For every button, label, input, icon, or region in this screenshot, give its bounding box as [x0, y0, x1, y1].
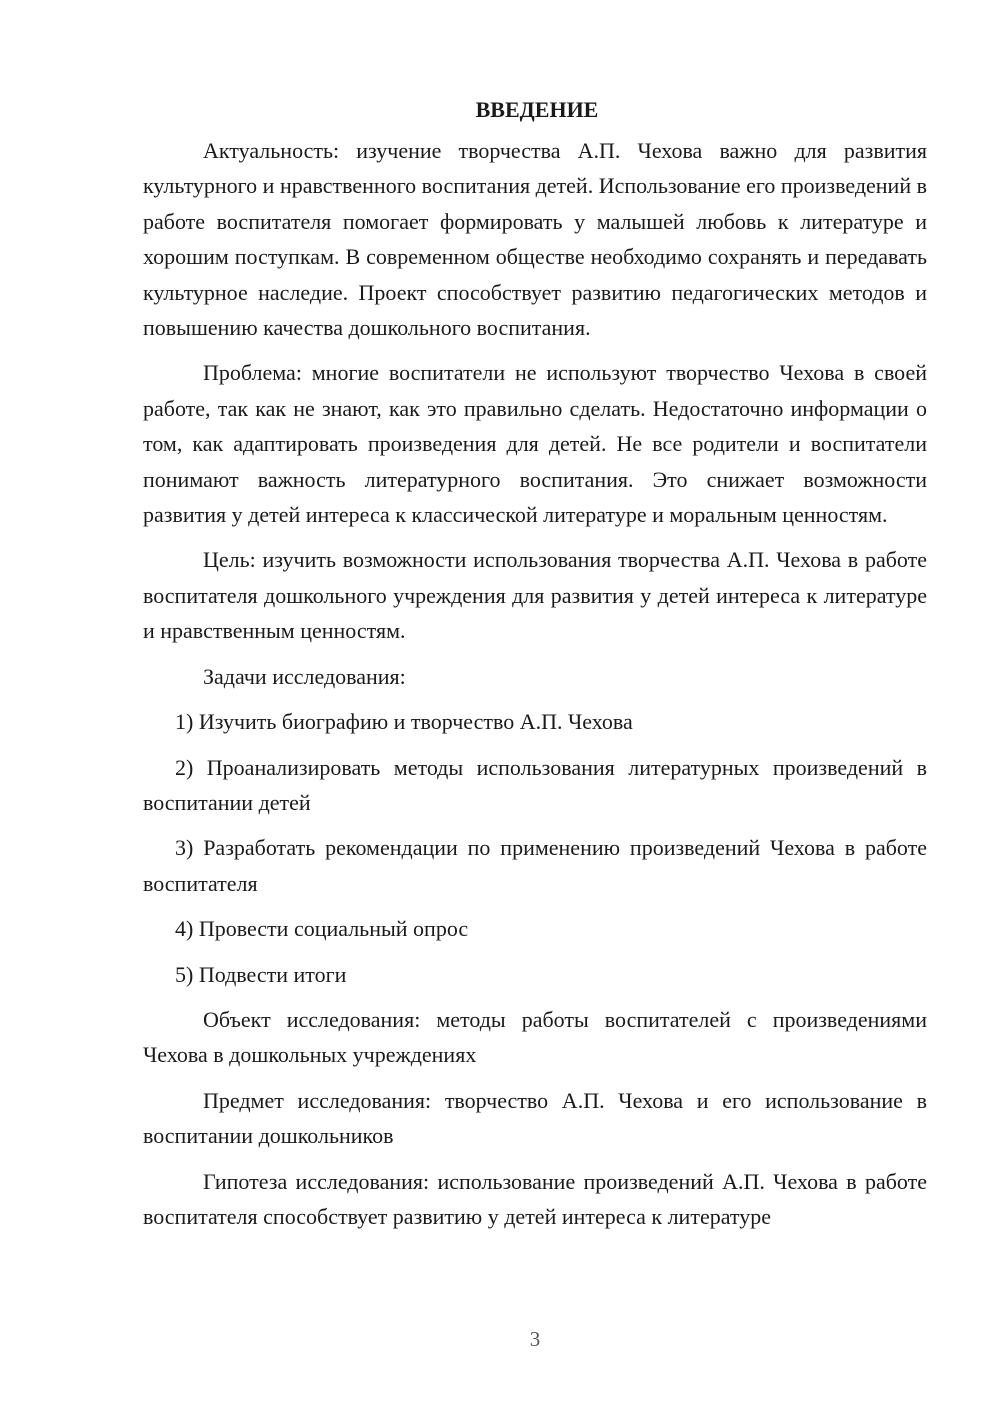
paragraph-subject: Предмет исследования: творчество А.П. Чехова и его использование в воспитании дошкольников: [143, 1087, 927, 1149]
paragraph-relevance: Актуальность: изучение творчества А.П. Чехова важно для развития культурного и нравственного воспитания детей. Использование его произведений в работе воспитателя помогает формировать у малышей любовь к литературе и хорошим поступкам. В современном обществе необходимо сохранять и передавать культурное наследие. Проект способствует развитию педагогических методов и повышению качества дошкольного воспитания.: [143, 138, 927, 341]
task-item-4: 4) Провести социальный опрос: [175, 916, 469, 942]
paragraph-problem: Проблема: многие воспитатели не используют творчество Чехова в своей работе, так как не знают, как это правильно сделать. Недостаточно информации о том, как адаптировать произведения для детей. Не все родители и воспитатели понимают важность литературного воспитания. Это снижает возможности развития у детей интереса к классической литературе и моральным ценностям.: [143, 360, 927, 528]
document-page: [143, 92, 927, 1244]
page-number: 3: [529, 1327, 541, 1351]
tasks-heading: Задачи исследования:: [203, 663, 406, 689]
task-item-5: 5) Подвести итоги: [175, 961, 347, 987]
task-item-1: 1) Изучить биографию и творчество А.П. Чехова: [175, 709, 633, 735]
task-item-3: 3) Разработать рекомендации по применению произведений Чехова в работе воспитателя: [143, 835, 927, 896]
task-item-2: 2) Проанализировать методы использования литературных произведений в воспитании детей: [143, 754, 927, 815]
paragraph-hypothesis: Гипотеза исследования: использование произведений А.П. Чехова в работе воспитателя способствует развитию у детей интереса к литературе: [143, 1168, 927, 1229]
section-title: ВВЕДЕНИЕ: [475, 97, 599, 122]
paragraph-goal: Цель: изучить возможности использования творчества А.П. Чехова в работе воспитателя дошкольного учреждения для развития у детей интереса к литературе и нравственным ценностям.: [143, 547, 927, 644]
paragraph-object: Объект исследования: методы работы воспитателей с произведениями Чехова в дошкольных учреждениях: [143, 1006, 927, 1068]
